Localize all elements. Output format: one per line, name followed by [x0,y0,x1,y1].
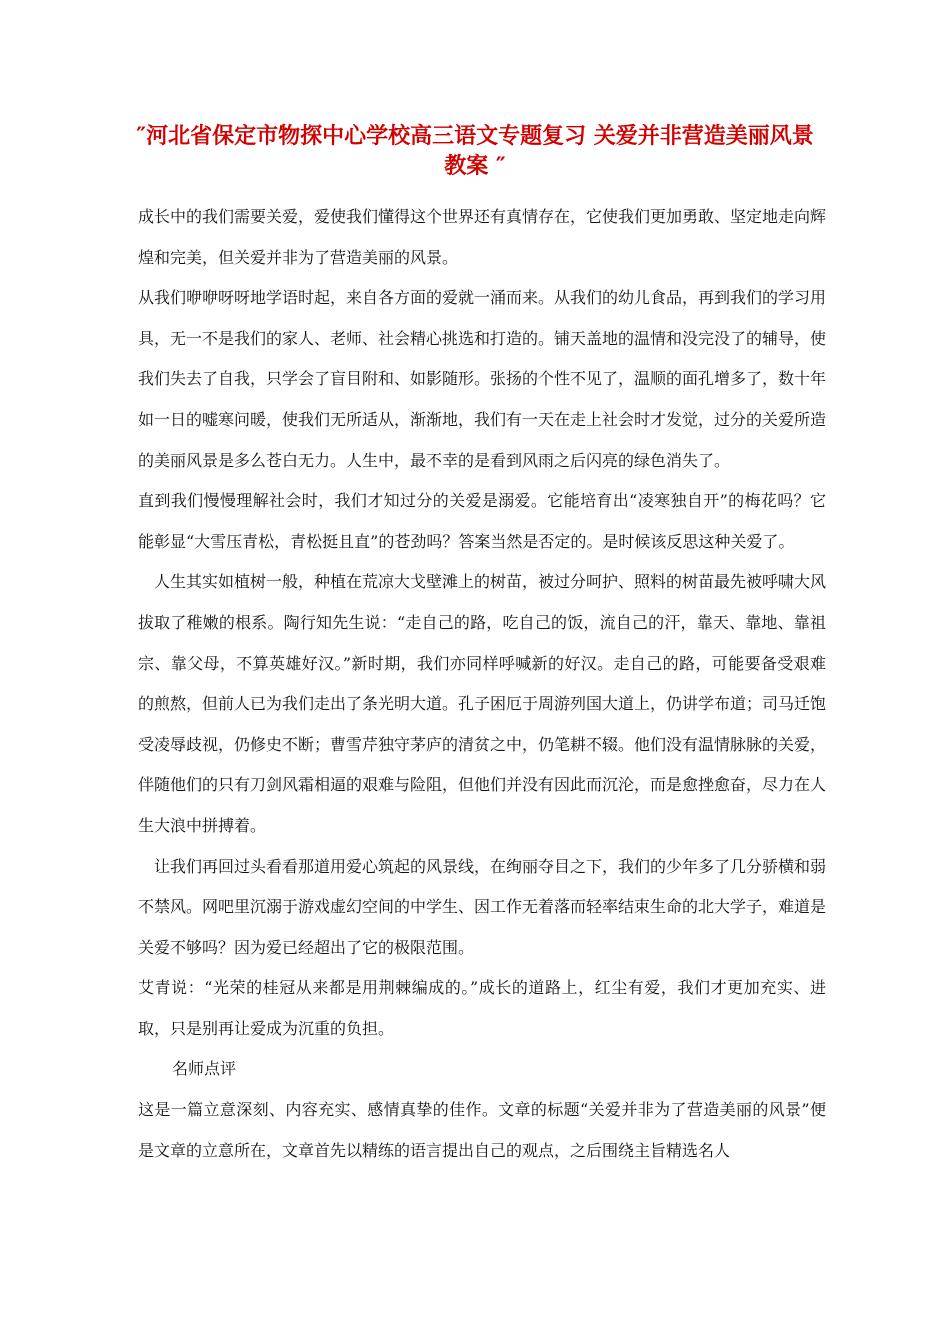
paragraph-1: 成长中的我们需要关爱，爱使我们懂得这个世界还有真情存在，它使我们更加勇敢、坚定地走向辉煌和完美，但关爱并非为了营造美丽的风景。 [138,207,827,267]
paragraph-6: 艾青说：“光荣的桂冠从来都是用荆棘编成的。”成长的道路上，红尘有爱，我们才更加充实、进取，只是别再让爱成为沉重的负担。 [138,978,826,1038]
paragraph-7: 这是一篇立意深刻、内容充实、感情真挚的佳作。文章的标题“关爱并非为了营造美丽的风景”便是文章的立意所在，文章首先以精练的语言提出自己的观点，之后围绕主旨精选名人 [138,1100,826,1160]
document-title: ″河北省保定市物探中心学校高三语文专题复习 关爱并非营造美丽风景教案 ″ [136,124,814,179]
document-body [138,197,826,1171]
paragraph-2: 从我们咿咿呀呀地学语时起，来自各方面的爱就一涌而来。从我们的幼儿食品，再到我们的学习用具，无一不是我们的家人、老师、社会精心挑选和打造的。铺天盖地的温情和没完没了的辅导，使我们失去了自我，只学会了盲目附和、如影随形。张扬的个性不见了，温顺的面孔增多了，数十年如一日的嘘寒问暖，使我们无所适从，渐渐地，我们有一天在走上社会时才发觉，过分的关爱所造的美丽风景是多么苍白无力。人生中，最不幸的是看到风雨之后闪亮的绿色消失了。 [138,288,827,470]
paragraph-5: 让我们再回过头看看那道用爱心筑起的风景线，在绚丽夺目之下，我们的少年多了几分骄横和弱不禁风。网吧里沉溺于游戏虚幻空间的中学生、因工作无着落而轻率结束生命的北大学子，难道是关爱不够吗？因为爱已经超出了它的极限范围。 [138,856,827,957]
paragraph-4: 人生其实如植树一般，种植在荒凉大戈壁滩上的树苗，被过分呵护、照料的树苗最先被呼啸大风拔取了稚嫩的根系。陶行知先生说：“走自己的路，吃自己的饭，流自己的汗，靠天、靠地、靠祖宗、靠父母，不算英雄好汉。”新时期，我们亦同样呼喊新的好汉。走自己的路，可能要备受艰难的煎熬，但前人已为我们走出了条光明大道。孔子困厄于周游列国大道上，仍讲学布道；司马迁饱受凌辱歧视，仍修史不断；曹雪芹独守茅庐的清贫之中，仍笔耕不辍。他们没有温情脉脉的关爱，伴随他们的只有刀剑风霜相逼的艰难与险阻，但他们并没有因此而沉沦，而是愈挫愈奋，尽力在人生大浪中拼搏着。 [138,572,827,835]
section-heading: 名师点评 [172,1059,237,1079]
paragraph-3: 直到我们慢慢理解社会时，我们才知过分的关爱是溺爱。它能培育出“凌寒独自开”的梅花吗？它能彰显“大雪压青松，青松挺且直”的苍劲吗？答案当然是否定的。是时候该反思这种关爱了。 [138,491,826,551]
